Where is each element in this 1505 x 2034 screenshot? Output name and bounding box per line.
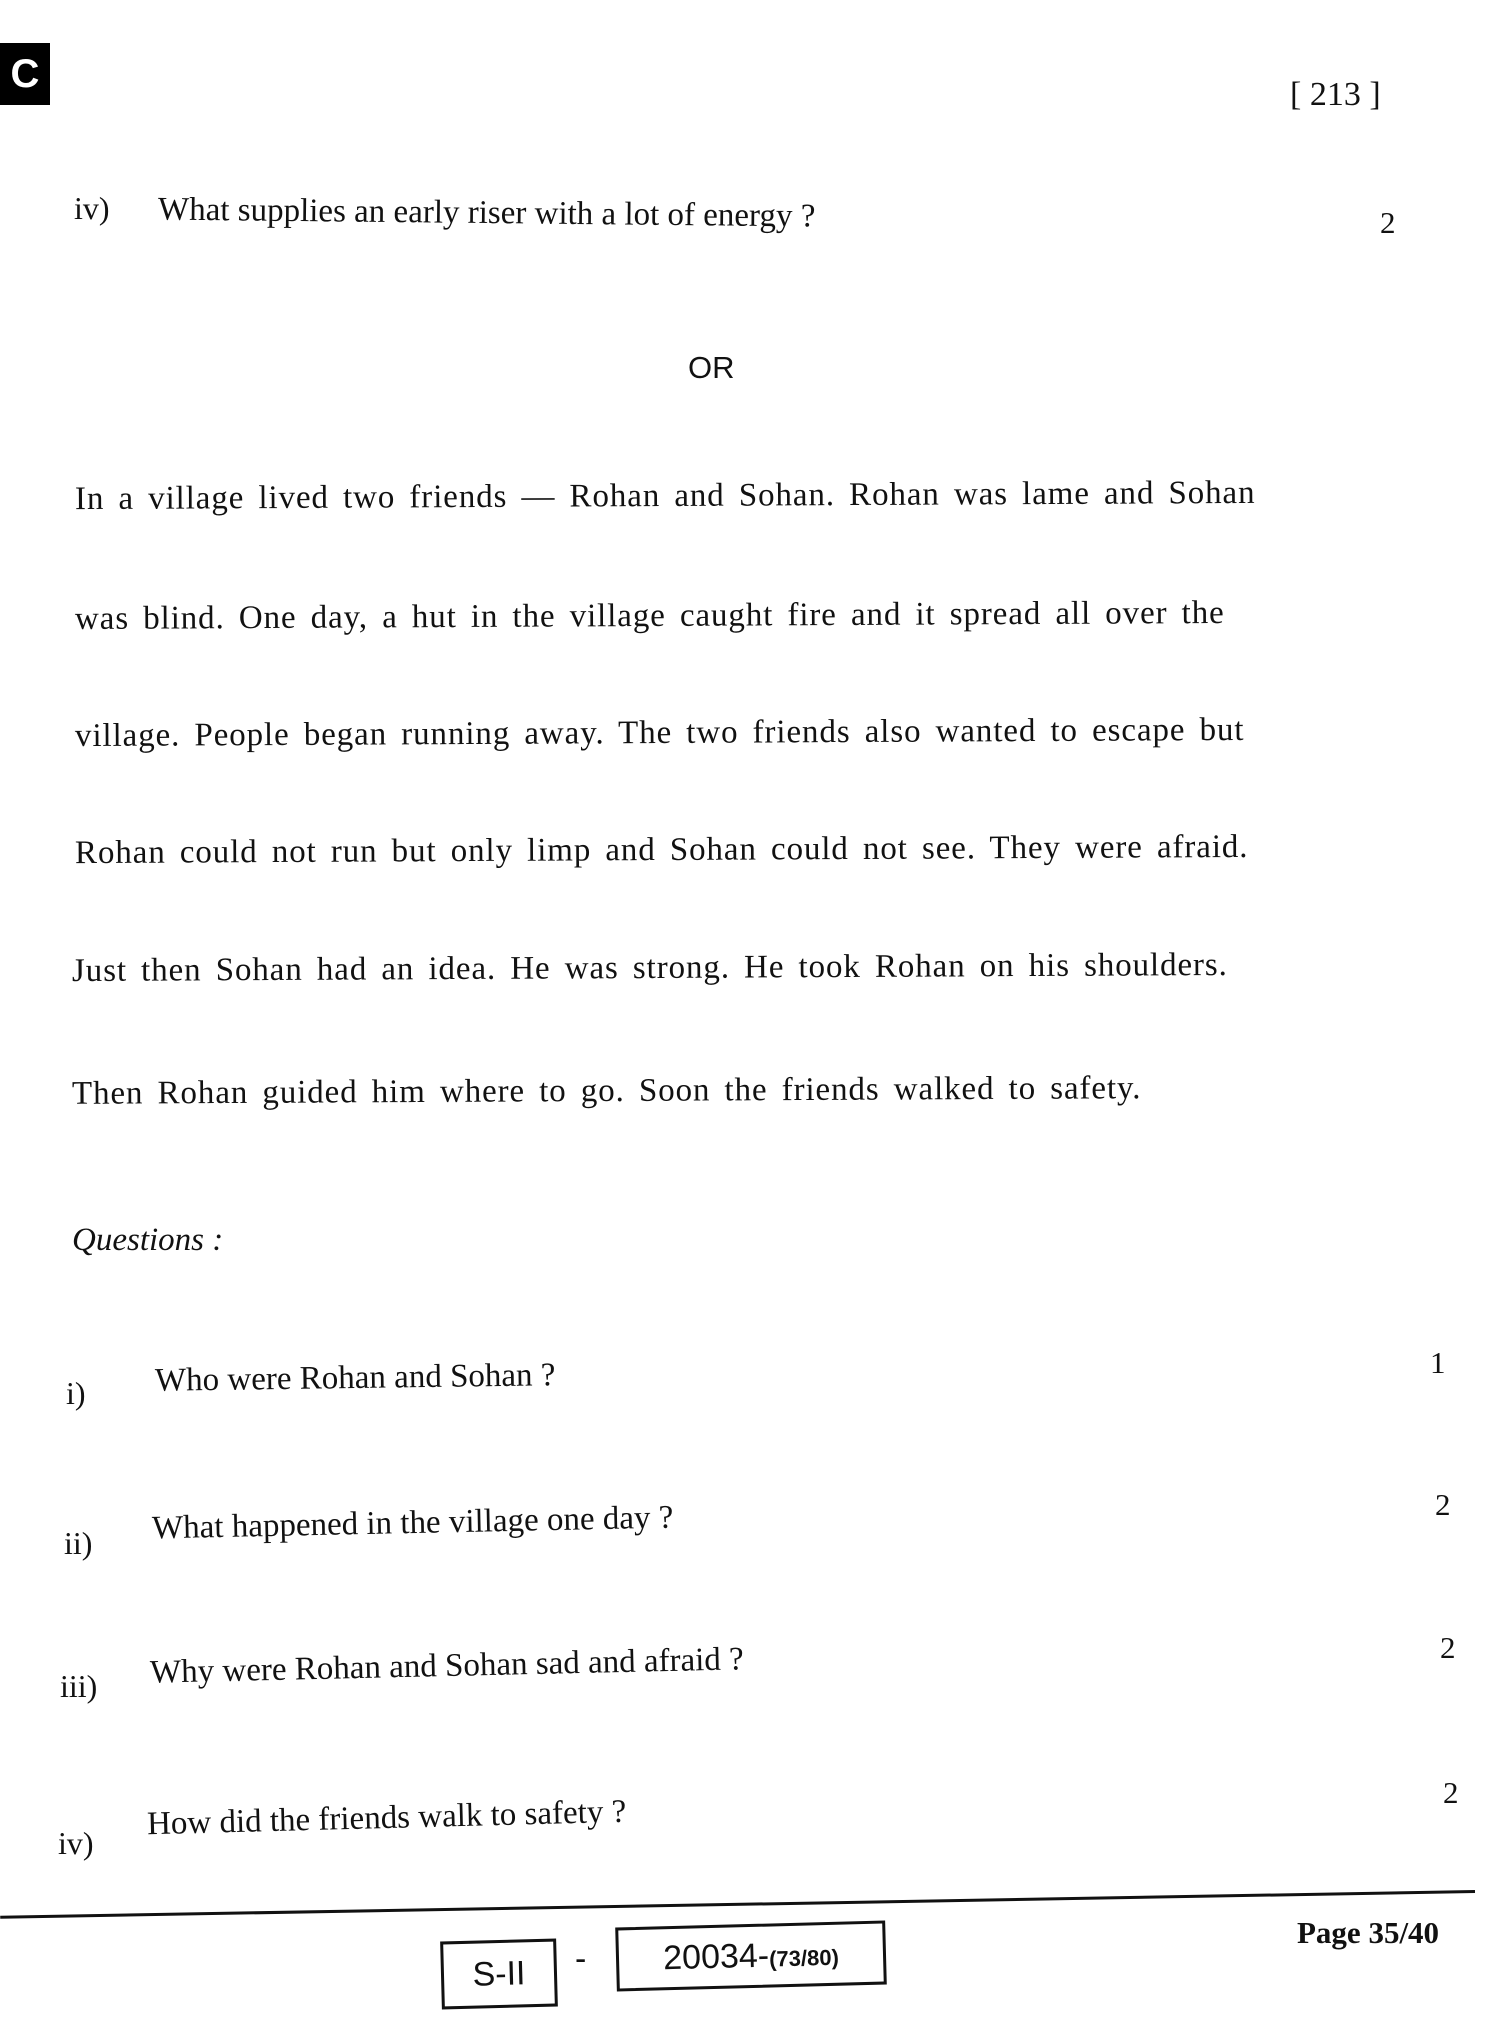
passage-line: Just then Sohan had an idea. He was strong. He took Rohan on his shoulders. — [71, 946, 1228, 990]
question-text: Who were Rohan and Sohan ? — [154, 1357, 556, 1399]
page-number: Page 35/40 — [1297, 1915, 1440, 1950]
question-number: iv) — [74, 190, 110, 226]
footer-rule — [0, 1890, 1475, 1919]
question-text: Why were Rohan and Sohan sad and afraid ? — [149, 1641, 745, 1691]
series-box: S-II — [440, 1938, 558, 2009]
passage-line: Rohan could not run but only limp and Sohan could not see. They were afraid. — [74, 828, 1249, 872]
question-marks: 2 — [1440, 1630, 1456, 1665]
question-marks: 1 — [1430, 1345, 1446, 1380]
question-marks: 2 — [1380, 205, 1396, 240]
question-text: How did the friends walk to safety ? — [146, 1793, 627, 1843]
question-number: iv) — [58, 1825, 94, 1861]
passage-line: Then Rohan guided him where to go. Soon the friends walked to safety. — [71, 1070, 1142, 1112]
or-separator: OR — [688, 350, 735, 385]
passage-line: In a village lived two friends — Rohan and Sohan. Rohan was lame and Sohan — [74, 474, 1256, 518]
paper-code: 20034- — [662, 1936, 770, 1978]
questions-label: Questions : — [72, 1222, 224, 1258]
question-text: What happened in the village one day ? — [151, 1499, 674, 1547]
page-code: [ 213 ] — [1290, 76, 1381, 113]
passage-line: village. People began running away. The two friends also wanted to escape but — [74, 711, 1245, 755]
paper-code-box — [615, 1920, 887, 1991]
corner-marker: C — [0, 43, 50, 105]
question-number: ii) — [64, 1525, 93, 1561]
footer-dash: - — [575, 1940, 587, 1978]
question-number: i) — [66, 1375, 86, 1411]
question-number: iii) — [60, 1668, 98, 1704]
question-text: What supplies an early riser with a lot of energy ? — [157, 191, 816, 235]
question-marks: 2 — [1443, 1775, 1459, 1810]
question-marks: 2 — [1435, 1487, 1451, 1522]
passage-line: was blind. One day, a hut in the village caught fire and it spread all over the — [74, 594, 1225, 638]
paper-code-suffix: (73/80) — [768, 1944, 840, 1972]
